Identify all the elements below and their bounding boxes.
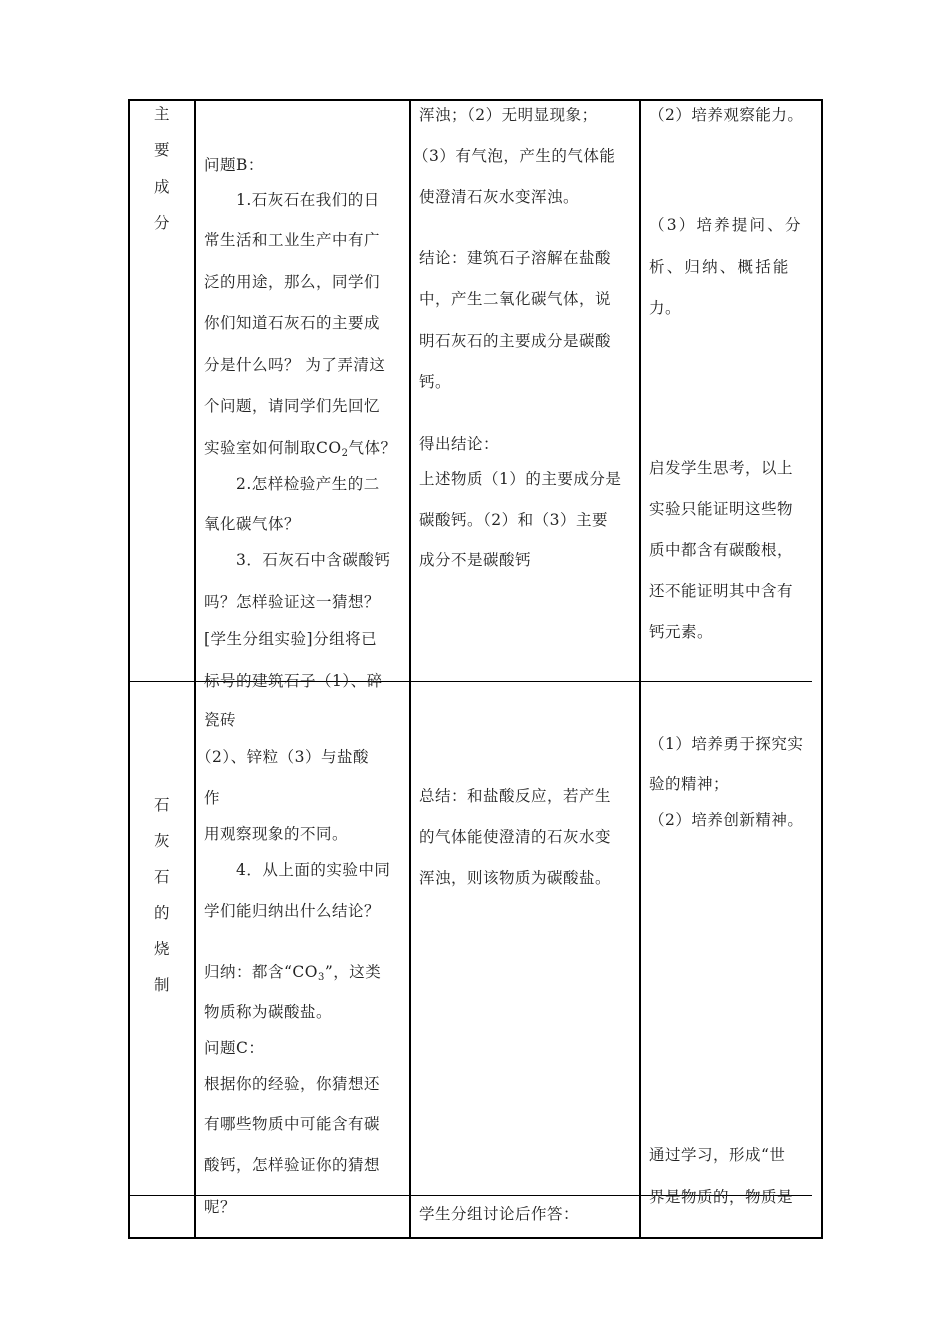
text-line: 析、归纳、概括能 [649,258,791,276]
table-top-border [128,99,823,101]
row1-header-char: 分 [154,214,170,232]
text-line: 明石灰石的主要成分是碳酸 [419,332,612,350]
text-line: 标号的建筑石子（1）、碎 [204,672,383,690]
text-line: [学生分组实验]分组将已 [204,630,378,648]
text-line: 泛的用途，那么，同学们 [204,273,381,291]
text-line: 3．石灰石中含碳酸钙 [236,551,391,569]
text-line: （1）培养勇于探究实 [649,735,804,753]
text-line: 物质称为碳酸盐。 [204,1003,333,1021]
row1-header-char: 主 [154,105,170,123]
text-line: 得出结论： [419,435,500,453]
text-line: （2）培养创新精神。 [649,811,804,829]
text-line: 4．从上面的实验中同 [236,861,391,879]
question-c-label: 问题C： [204,1039,265,1057]
text-line: （2）、锌粒（3）与盐酸 [196,748,369,766]
text-line: 吗？怎样验证这一猜想？ [204,593,381,611]
text-line: 总结：和盐酸反应，若产生 [419,787,612,805]
text-line: 碳酸钙。（2）和（3）主要 [419,511,608,529]
text-line: 你们知道石灰石的主要成 [204,314,381,332]
subscript: 2 [341,448,349,459]
text-line: 学生分组讨论后作答： [419,1205,580,1223]
text-line: 氧化碳气体？ [204,515,301,533]
row1-header-char: 要 [154,141,170,159]
text-line: 力。 [649,299,682,317]
text-line: 常生活和工业生产中有广 [204,231,381,249]
text-line: 根据你的经验，你猜想还 [204,1075,381,1093]
text-line: 启发学生思考，以上 [649,459,794,477]
text-line: 学们能归纳出什么结论？ [204,902,381,920]
text-line: （2）培养观察能力。 [649,106,804,124]
text-segment: 气体？ [348,439,397,457]
row2-header-char: 制 [154,976,170,994]
text-line: 中，产生二氧化碳气体，说 [419,290,612,308]
row2-header-char: 石 [154,796,170,814]
text-line-co2 [204,438,396,458]
row2-header-char: 石 [154,868,170,886]
text-line: 有哪些物质中可能含有碳 [204,1115,381,1133]
row2-header-char: 灰 [154,832,170,850]
text-line: 浑浊，则该物质为碳酸盐。 [419,869,612,887]
text-line: 1.石灰石在我们的日 [236,191,380,209]
row1-header-char: 成 [154,178,170,196]
text-line: 瓷砖 [204,711,237,729]
table-bottom-border [128,1237,823,1239]
text-line: （3）有气泡，产生的气体能 [413,147,616,165]
text-line: 使澄清石灰水变浑浊。 [419,188,580,206]
col-divider-2 [409,99,411,1239]
text-line: 结论：建筑石子溶解在盐酸 [419,249,612,267]
text-line: 分是什么吗？ 为了弄清这 [204,356,386,374]
table-right-border [821,99,823,1239]
subscript: 3 [318,972,325,983]
text-line: 还不能证明其中含有 [649,582,794,600]
text-line: 钙。 [419,373,452,391]
text-line-co3 [204,962,381,982]
text-line: 作 [204,789,221,807]
text-line: 呢？ [204,1198,237,1216]
row2-header-char: 烧 [154,940,170,958]
text-line: 个问题，请同学们先回忆 [204,397,381,415]
text-segment: 归纳：都含“CO [204,963,318,981]
text-line: 的气体能使澄清的石灰水变 [419,828,612,846]
text-line: 钙元素。 [649,623,714,641]
text-line: 用观察现象的不同。 [204,825,349,843]
text-segment: 实验室如何制取CO [204,439,342,457]
text-line: 实验只能证明这些物 [649,500,794,518]
text-line: 成分不是碳酸钙 [419,551,532,569]
col-divider-1 [194,99,196,1239]
text-line: 2.怎样检验产生的二 [236,475,380,493]
text-line: 浑浊；（2）无明显现象； [419,106,598,124]
text-line: 质中都含有碳酸根， [649,541,794,559]
question-b-label: 问题B： [204,156,264,174]
text-line: 通过学习，形成“世 [649,1146,786,1164]
text-segment: ”，这类 [324,963,382,981]
text-line: 上述物质（1）的主要成分是 [419,470,622,488]
text-line: 验的精神； [649,775,730,793]
text-line: （3）培养提问、分 [649,216,803,234]
text-line: 界是物质的，物质是 [649,1188,794,1206]
text-line: 酸钙，怎样验证你的猜想 [204,1156,381,1174]
table-left-border [128,99,130,1239]
row2-header-char: 的 [154,904,170,922]
col-divider-3 [639,99,641,1239]
